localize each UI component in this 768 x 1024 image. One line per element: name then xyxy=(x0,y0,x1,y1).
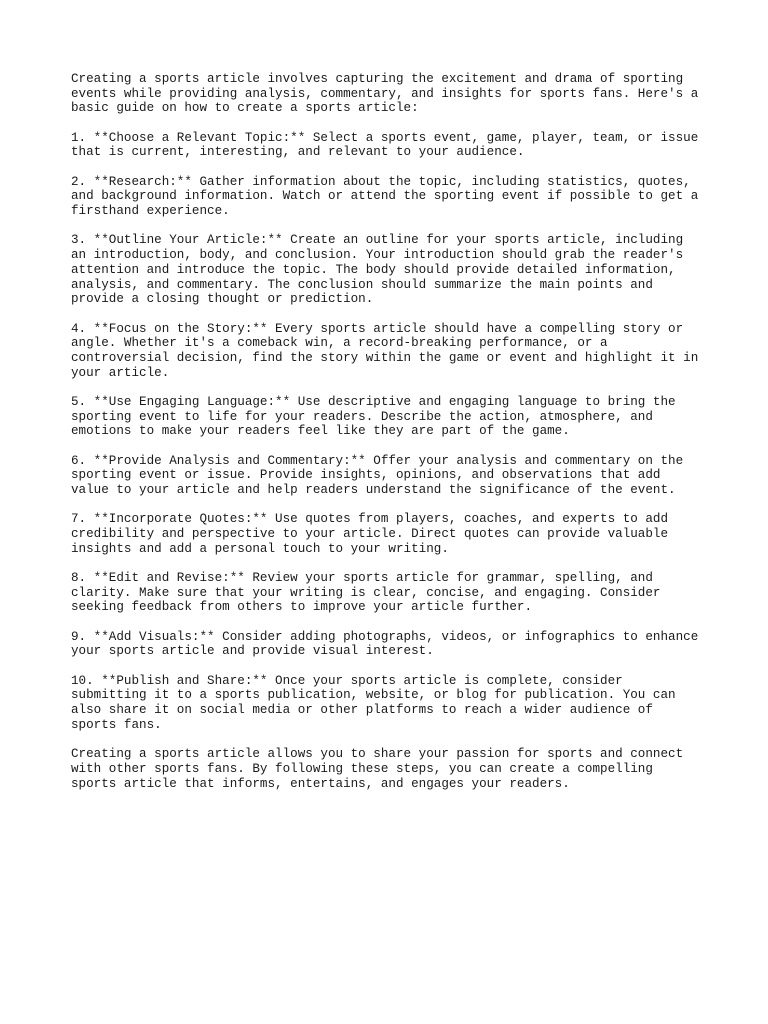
step-3-paragraph: 3. **Outline Your Article:** Create an outline for your sports article, including an introduction, body, and conclusion. Your introduction should grab the reader's attention and introduce the topic. The body should provide detailed information, analysis, and commentary. The conclusion should summarize the main points and provide a closing thought or prediction. xyxy=(71,233,684,307)
step-10-paragraph: 10. **Publish and Share:** Once your sports article is complete, consider submitting it to a sports publication, website, or blog for publication. You can also share it on social media or other platforms to reach a wider audience of sports fans. xyxy=(71,673,676,732)
document-page xyxy=(71,72,711,806)
step-2-paragraph: 2. **Research:** Gather information about the topic, including statistics, quotes, and background information. Watch or attend the sporting event if possible to get a firsthand experience. xyxy=(71,174,699,219)
step-1-paragraph: 1. **Choose a Relevant Topic:** Select a sports event, game, player, team, or issue that is current, interesting, and relevant to your audience. xyxy=(71,130,699,160)
step-7-paragraph: 7. **Incorporate Quotes:** Use quotes from players, coaches, and experts to add credibility and perspective to your article. Direct quotes can provide valuable insights and add a personal touch to your writing. xyxy=(71,512,669,556)
step-8-paragraph: 8. **Edit and Revise:** Review your sports article for grammar, spelling, and clarity. Make sure that your writing is clear, concise, and engaging. Consider seeking feedback from others to improve your article further. xyxy=(71,571,661,615)
step-5-paragraph: 5. **Use Engaging Language:** Use descriptive and engaging language to bring the sporting event to life for your readers. Describe the action, atmosphere, and emotions to make your readers feel like they are part of the game. xyxy=(71,394,676,439)
step-6-paragraph: 6. **Provide Analysis and Commentary:** Offer your analysis and commentary on the sporting event or issue. Provide insights, opinions, and observations that add value to your article and help readers understand the significance of the event. xyxy=(71,453,684,498)
intro-paragraph: Creating a sports article involves capturing the excitement and drama of sporting events while providing analysis, commentary, and insights for sports fans. Here's a basic guide on how to create a sports article: xyxy=(71,72,699,116)
conclusion-paragraph: Creating a sports article allows you to share your passion for sports and connect with other sports fans. By following these steps, you can create a compelling sports article that informs, entertains, and engages your readers. xyxy=(71,747,684,791)
step-4-paragraph: 4. **Focus on the Story:** Every sports article should have a compelling story or angle. Whether it's a comeback win, a record-breaking performance, or a controversial decision, find the story within the game or event and highlight it in your article. xyxy=(71,321,699,380)
step-9-paragraph: 9. **Add Visuals:** Consider adding photographs, videos, or infographics to enhance your sports article and provide visual interest. xyxy=(71,629,699,659)
